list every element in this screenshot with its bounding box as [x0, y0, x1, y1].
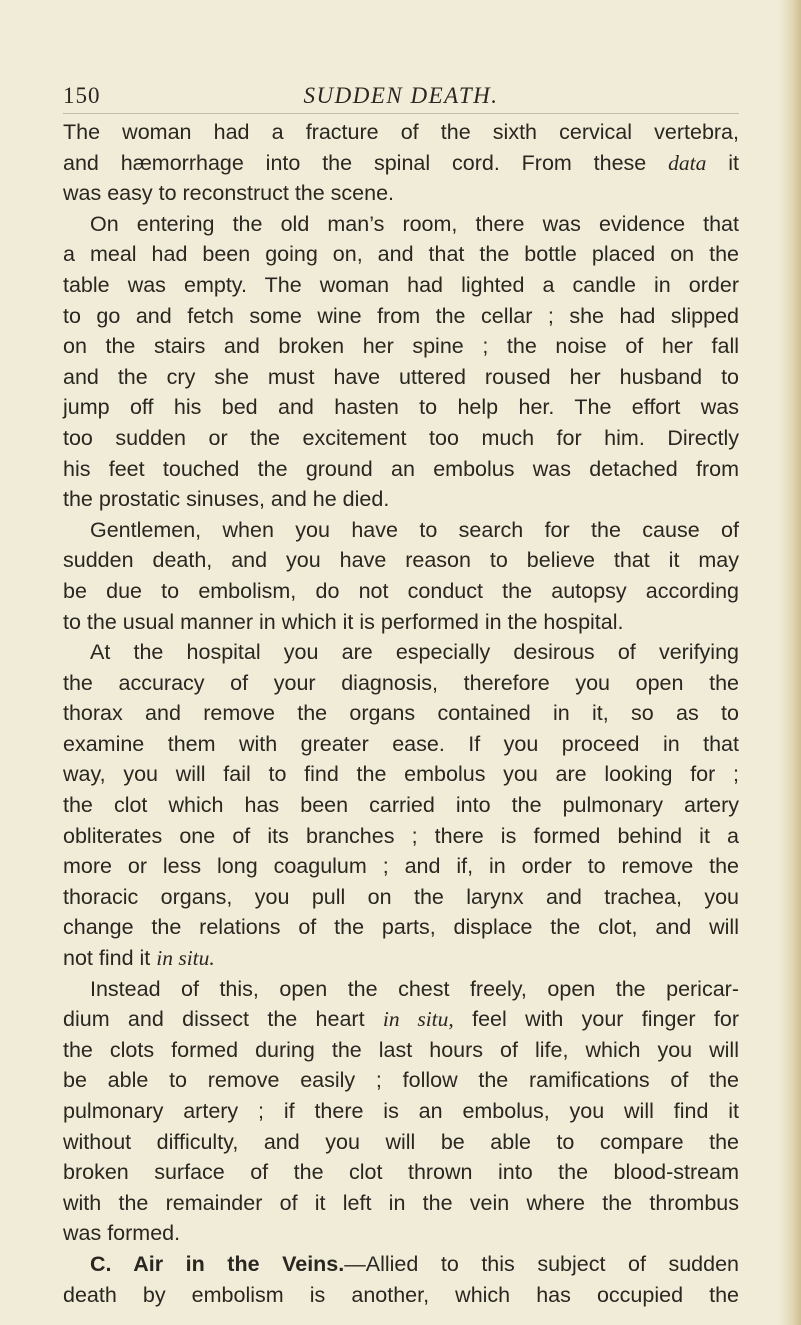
text-run: feel with your finger for: [472, 1007, 739, 1032]
text-line: way, you will fail to find the embolus you are looking for ;: [63, 762, 739, 787]
text-line: without difficulty, and you will be able to compare the: [63, 1129, 739, 1154]
text-line: on the stairs and broken her spine ; the noise of her fall: [63, 334, 739, 359]
text-line: table was empty. The woman had lighted a candle in order: [63, 272, 739, 297]
text-line: a meal had been going on, and that the bottle placed on the: [63, 242, 739, 267]
text-line: [63, 1004, 739, 1035]
italic-term: in situ,: [382, 1007, 454, 1032]
page-edge-shading: [779, 0, 801, 1325]
italic-term: data: [668, 150, 707, 175]
page-header: [63, 80, 739, 114]
text-line: be able to remove easily ; follow the ramifications of the: [63, 1068, 739, 1093]
text-line: [63, 943, 739, 974]
text-line: examine them with greater ease. If you proceed in that: [63, 731, 739, 756]
text-line: more or less long coagulum ; and if, in order to remove the: [63, 854, 739, 879]
text-line: the clot which has been carried into the pulmonary artery: [63, 793, 739, 818]
paragraph-first-line: On entering the old man’s room, there was evidence that: [90, 211, 739, 236]
text-run: dium and dissect the heart: [63, 1007, 365, 1032]
running-head: SUDDEN DEATH.: [303, 83, 499, 108]
text-run: not find it: [63, 946, 151, 971]
text-line: the accuracy of your diagnosis, therefore you open the: [63, 670, 739, 695]
header-rule: [63, 113, 739, 114]
text-line: his feet touched the ground an embolus was detached from: [63, 456, 739, 481]
text-line: [63, 148, 739, 179]
text-run: it: [728, 150, 739, 175]
text-line: sudden death, and you have reason to believe that it may: [63, 548, 739, 573]
text-line: pulmonary artery ; if there is an embolus, you will find it: [63, 1099, 739, 1123]
text-line: thorax and remove the organs contained in it, so as to: [63, 701, 739, 726]
text-run: —Allied to this subject of sudden: [344, 1251, 739, 1276]
text-line: was formed.: [63, 1221, 181, 1246]
section-heading: C. Air in the Veins.: [90, 1251, 345, 1276]
text-line: the prostatic sinuses, and he died.: [63, 487, 390, 512]
text-line: thoracic organs, you pull on the larynx and trachea, you: [63, 884, 739, 909]
text-run: and hæmorrhage into the spinal cord. From these: [63, 150, 647, 175]
italic-term: in situ.: [156, 946, 215, 971]
paragraph-first-line: At the hospital you are especially desirous of verifying: [90, 640, 739, 665]
text-line: to go and fetch some wine from the cellar ; she had slipped: [63, 303, 739, 328]
text-line: obliterates one of its branches ; there is formed behind it a: [63, 823, 739, 848]
text-line: was easy to reconstruct the scene.: [63, 181, 395, 206]
text-line: death by embolism is another, which has occupied the: [63, 1282, 739, 1307]
text-line: change the relations of the parts, displace the clot, and will: [63, 915, 739, 940]
text-line: and the cry she must have uttered roused her husband to: [63, 364, 739, 389]
text-line: with the remainder of it left in the vein where the thrombus: [63, 1190, 739, 1215]
page-number: 150: [63, 83, 101, 108]
paragraph-first-line: Gentlemen, when you have to search for the cause of: [90, 517, 739, 542]
text-line: be due to embolism, do not conduct the autopsy according: [63, 578, 739, 603]
text-line: The woman had a fracture of the sixth cervical vertebra,: [63, 120, 739, 144]
text-line: to the usual manner in which it is performed in the hospital.: [63, 609, 624, 634]
body-text: [63, 117, 739, 1310]
section-heading-line: [63, 1249, 739, 1280]
text-line: the clots formed during the last hours of life, which you will: [63, 1037, 739, 1062]
text-line: jump off his bed and hasten to help her. The effort was: [63, 395, 739, 420]
paragraph-first-line: Instead of this, open the chest freely, open the pericar-: [90, 976, 739, 1001]
text-line: broken surface of the clot thrown into the blood-stream: [63, 1160, 739, 1185]
text-line: too sudden or the excitement too much for him. Directly: [63, 425, 739, 450]
